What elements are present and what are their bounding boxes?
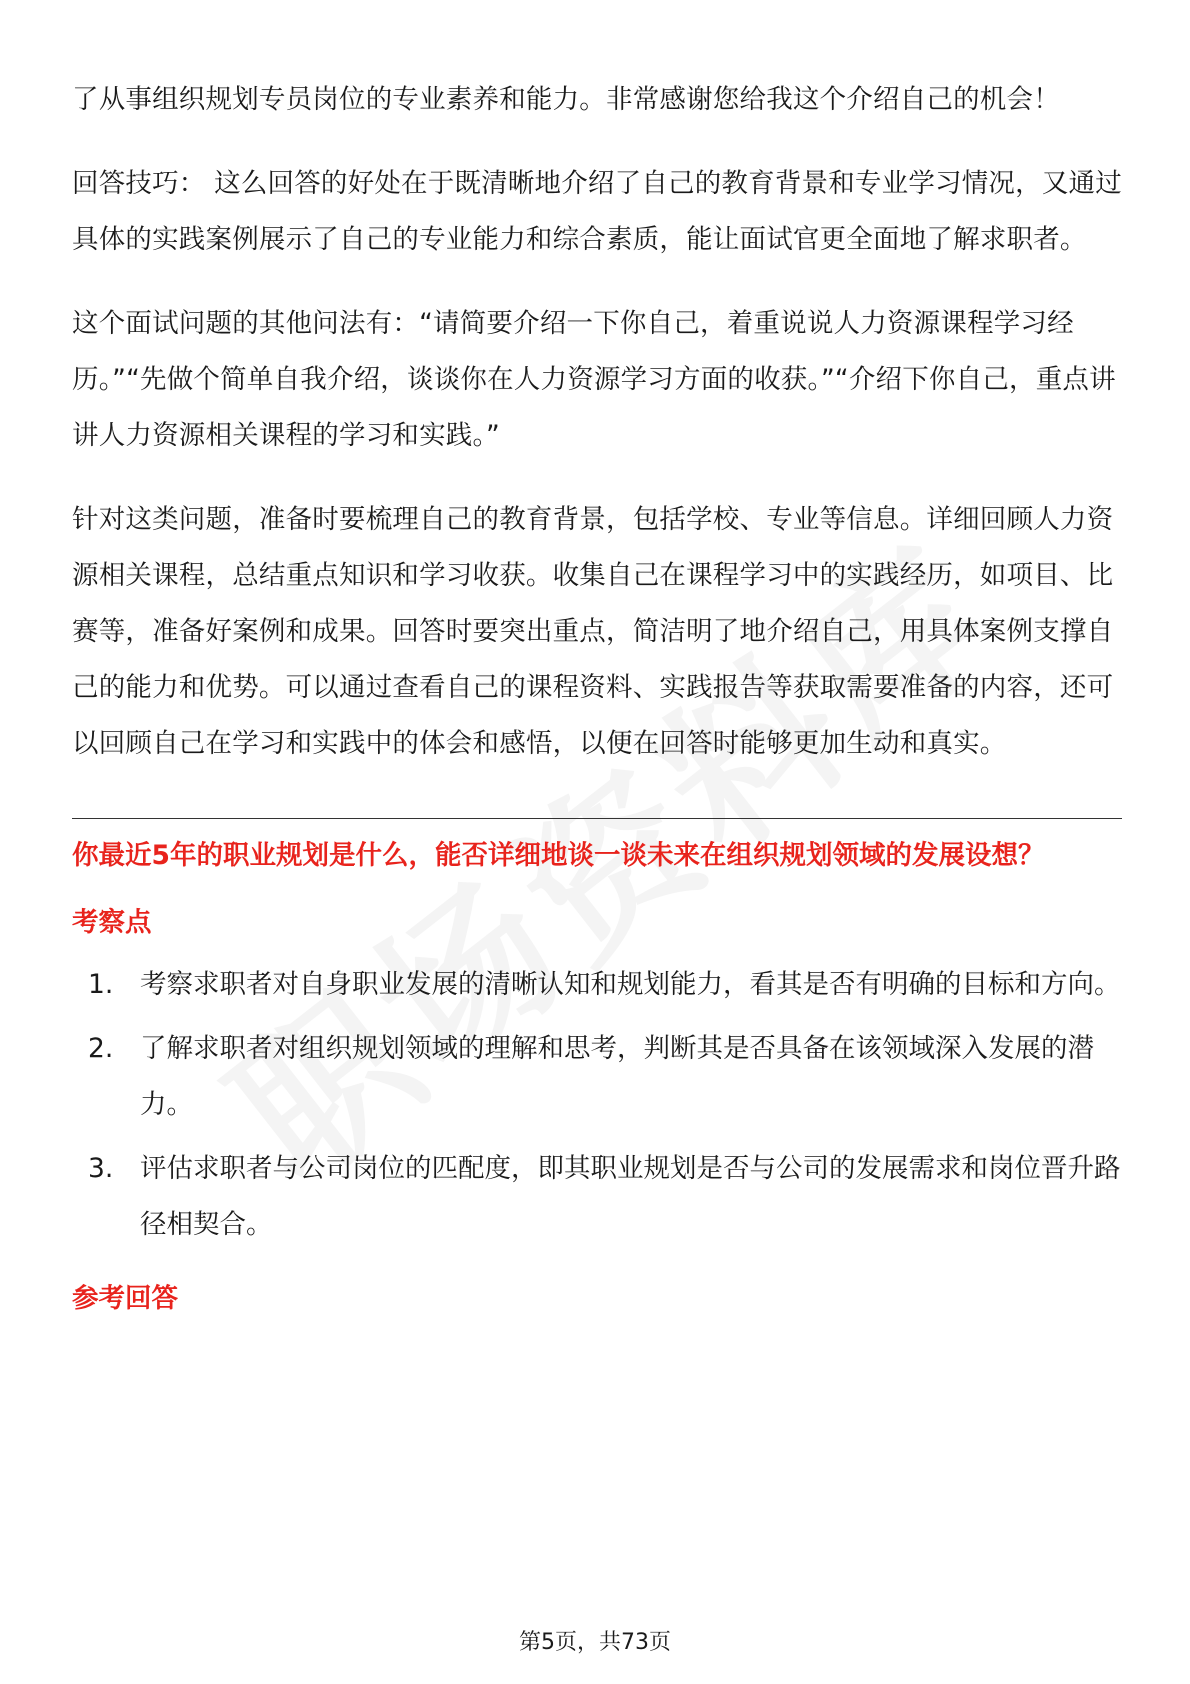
page-number: 第5页，共73页 bbox=[519, 1630, 671, 1655]
list-item bbox=[88, 957, 1122, 1013]
paragraph-alternative-questions: 这个面试问题的其他问法有：“请简要介绍一下你自己，着重说说人力资源课程学习经历。”“先做个简单自我介绍，谈谈你在人力资源学习方面的收获。”“介绍下你自己，重点讲讲人力资源相关课程的学习和实践。” bbox=[72, 308, 1116, 451]
list-item-text: 了解求职者对组织规划领域的理解和思考，判断其是否具备在该领域深入发展的潜力。 bbox=[140, 1033, 1094, 1120]
paragraph-answer-tips: 回答技巧： 这么回答的好处在于既清晰地介绍了自己的教育背景和专业学习情况，又通过具体的实践案例展示了自己的专业能力和综合素质，能让面试官更全面地了解求职者。 bbox=[72, 168, 1122, 255]
paragraph-preparation-advice: 针对这类问题，准备时要梳理自己的教育背景，包括学校、专业等信息。详细回顾人力资源相关课程，总结重点知识和学习收获。收集自己在课程学习中的实践经历，如项目、比赛等，准备好案例和成果。回答时要突出重点，简洁明了地介绍自己，用具体案例支撑自己的能力和优势。可以通过查看自己的课程资料、实践报告等获取需要准备的内容，还可以回顾自己在学习和实践中的体会和感悟，以便在回答时能够更加生动和真实。 bbox=[72, 504, 1114, 759]
document-page bbox=[72, 72, 1122, 1321]
paragraph-intro-ending: 了从事组织规划专员岗位的专业素养和能力。非常感谢您给我这个介绍自己的机会！ bbox=[72, 84, 1060, 115]
list-item-number: 3. bbox=[88, 1153, 114, 1184]
list-item-text: 考察求职者对自身职业发展的清晰认知和规划能力，看其是否有明确的目标和方向。 bbox=[140, 969, 1121, 1000]
list-item-number: 1. bbox=[88, 969, 114, 1000]
assessment-points-heading: 考察点 bbox=[72, 907, 152, 938]
assessment-points-list bbox=[72, 957, 1122, 1253]
list-item-text: 评估求职者与公司岗位的匹配度，即其职业规划是否与公司的发展需求和岗位晋升路径相契合。 bbox=[140, 1153, 1121, 1240]
list-item bbox=[88, 1021, 1122, 1133]
reference-answer-heading: 参考回答 bbox=[72, 1283, 178, 1314]
section-divider bbox=[72, 818, 1122, 819]
list-item-number: 2. bbox=[88, 1033, 114, 1064]
list-item bbox=[88, 1141, 1122, 1253]
question-heading: 你最近5年的职业规划是什么，能否详细地谈一谈未来在组织规划领域的发展设想？ bbox=[72, 840, 1045, 871]
